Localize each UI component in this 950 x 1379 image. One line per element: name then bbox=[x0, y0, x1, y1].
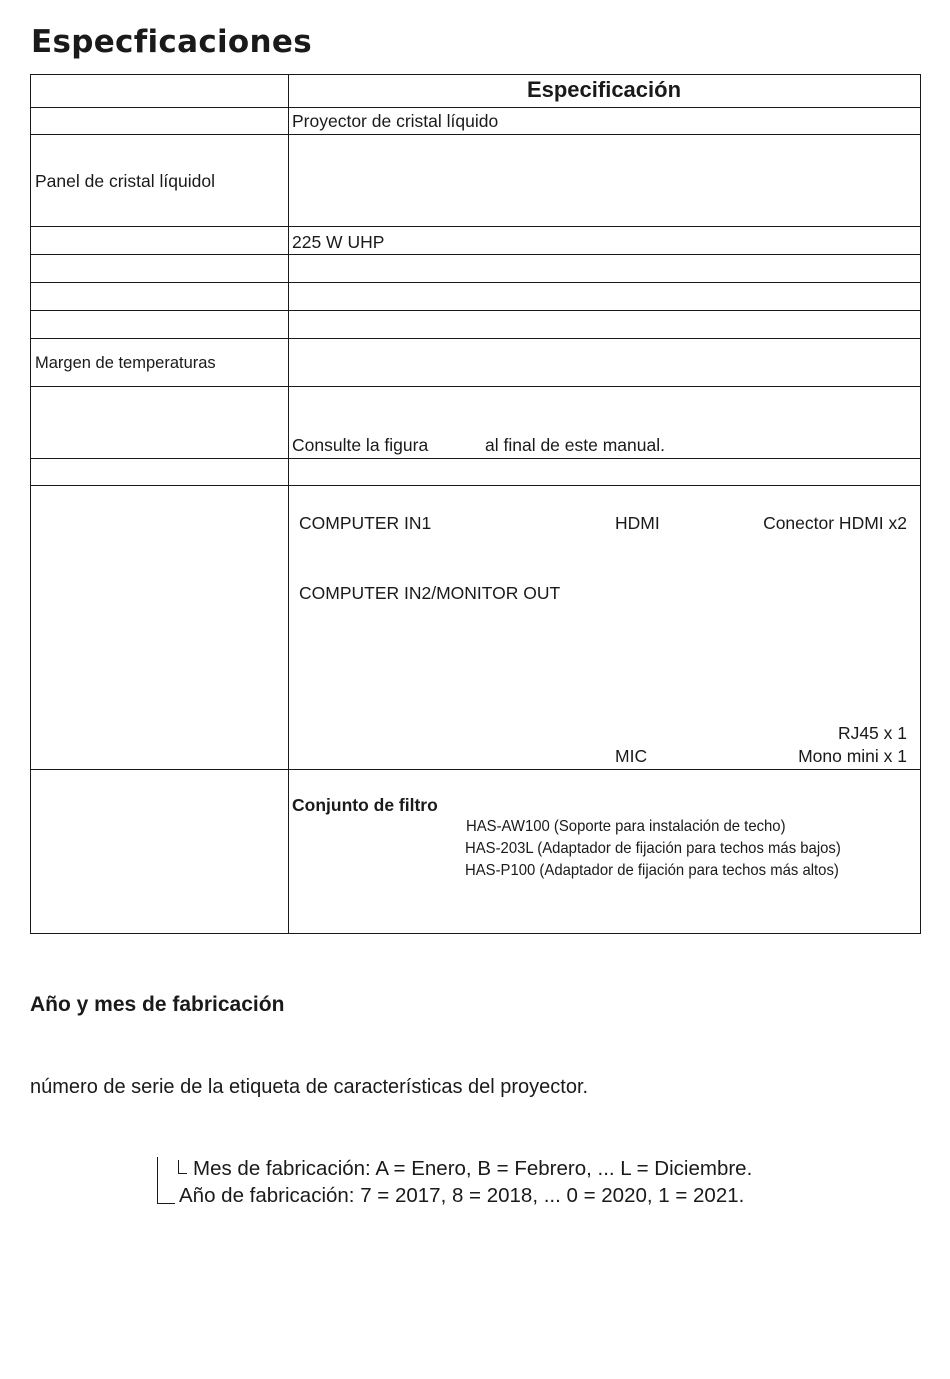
manufacture-heading: Año y mes de fabricación bbox=[30, 993, 285, 1016]
accessory-item: HAS-P100 (Adaptador de fijación para techos más altos) bbox=[465, 862, 839, 879]
row-divider bbox=[31, 226, 920, 227]
month-code-line: Mes de fabricación: A = Enero, B = Febrero, ... L = Diciembre. bbox=[193, 1157, 753, 1180]
column-divider bbox=[288, 75, 289, 933]
accessory-filter: Conjunto de filtro bbox=[292, 795, 438, 815]
accessory-item: HAS-203L (Adaptador de fijación para techos más bajos) bbox=[465, 840, 841, 857]
row-divider bbox=[31, 769, 920, 770]
specifications-table bbox=[30, 74, 921, 934]
year-code-line: Año de fabricación: 7 = 2017, 8 = 2018, ... 0 = 2020, 1 = 2021. bbox=[179, 1184, 745, 1207]
row-divider bbox=[31, 338, 920, 339]
manufacture-description: número de serie de la etiqueta de características del proyector. bbox=[30, 1076, 589, 1098]
bracket-line bbox=[157, 1157, 158, 1203]
row-divider bbox=[31, 485, 920, 486]
row-divider bbox=[31, 310, 920, 311]
port-rj45: RJ45 x 1 bbox=[837, 723, 907, 743]
bracket-line bbox=[178, 1160, 179, 1173]
port-mic-connector: Mono mini x 1 bbox=[798, 746, 907, 766]
port-hdmi-connector: Conector HDMI x2 bbox=[763, 513, 907, 533]
dimensions-note-suffix: al final de este manual. bbox=[485, 435, 665, 455]
row-divider bbox=[31, 282, 920, 283]
row-divider bbox=[31, 254, 920, 255]
port-computer-in2: COMPUTER IN2/MONITOR OUT bbox=[299, 583, 561, 603]
panel-label: Panel de cristal líquidol bbox=[35, 171, 215, 191]
port-computer-in1: COMPUTER IN1 bbox=[299, 513, 432, 533]
dimensions-note-prefix: Consulte la figura bbox=[292, 435, 429, 455]
spec-column-header: Especificación bbox=[526, 77, 682, 102]
page-title: Especficaciones bbox=[31, 24, 312, 60]
row-divider bbox=[31, 134, 920, 135]
accessory-item: HAS-AW100 (Soporte para instalación de techo) bbox=[466, 818, 786, 835]
bracket-line bbox=[157, 1203, 175, 1204]
projector-type-value: Proyector de cristal líquido bbox=[292, 111, 499, 131]
row-divider bbox=[31, 107, 920, 108]
port-mic: MIC bbox=[615, 746, 648, 766]
row-divider bbox=[31, 458, 920, 459]
port-hdmi: HDMI bbox=[615, 513, 660, 533]
temperature-label: Margen de temperaturas bbox=[35, 354, 216, 372]
row-divider bbox=[31, 386, 920, 387]
bracket-line bbox=[178, 1173, 187, 1174]
lamp-value: 225 W UHP bbox=[292, 232, 385, 252]
